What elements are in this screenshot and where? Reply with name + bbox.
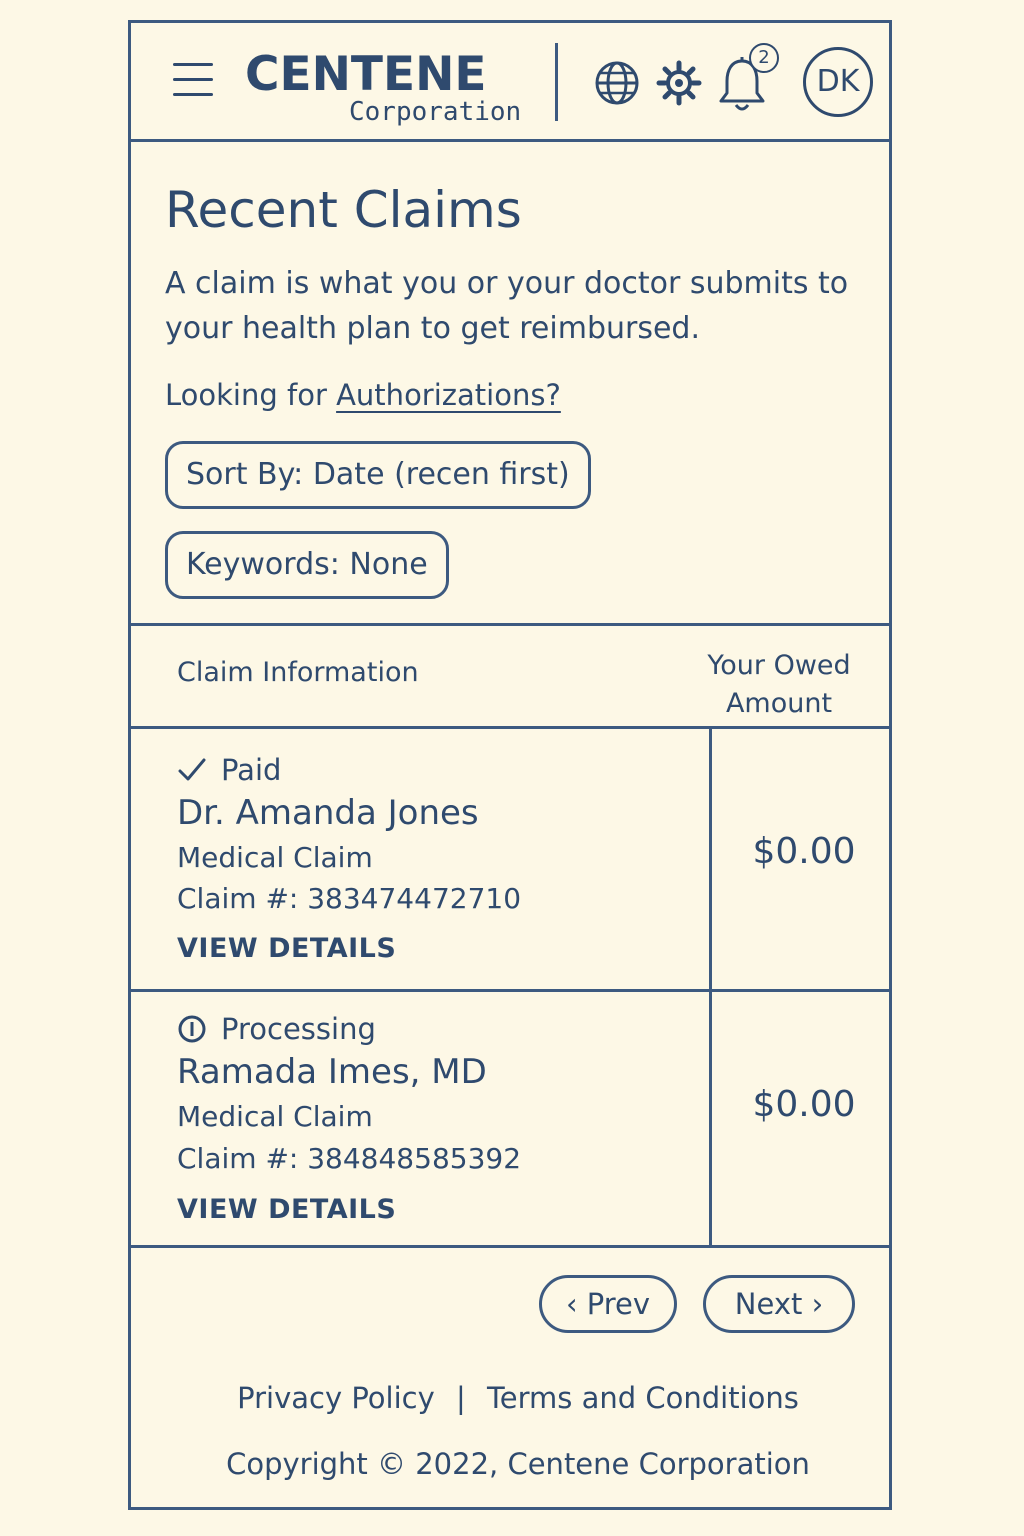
copyright-text: Copyright © 2022, Centene Corporation: [226, 1447, 810, 1481]
info-icon: [177, 1014, 207, 1044]
check-icon: [177, 757, 207, 783]
claim-status: [177, 1012, 376, 1046]
claim-number: Claim #: 384848585392: [177, 1142, 522, 1175]
header-divider: [555, 43, 558, 121]
globe-icon[interactable]: [593, 59, 641, 107]
footer-separator: |: [455, 1381, 466, 1415]
app-frame: [128, 20, 892, 1510]
authorizations-link[interactable]: Authorizations?: [336, 378, 561, 412]
gear-icon[interactable]: [655, 59, 703, 107]
looking-for-text: [165, 375, 561, 415]
table-bottom-border: [131, 1245, 889, 1248]
owed-amount: $0.00: [752, 831, 856, 872]
view-details-link[interactable]: VIEW DETAILS: [177, 933, 397, 964]
column-header-owed-amount: [679, 647, 879, 723]
prev-label: Prev: [586, 1287, 651, 1321]
footer-links: [131, 1381, 889, 1415]
column-header-claim-info: Claim Information: [177, 657, 419, 688]
page-title: Recent Claims: [165, 181, 522, 239]
column-header-owed-line1: Your Owed: [707, 650, 851, 681]
table-top-border: [131, 623, 889, 626]
next-label: Next: [734, 1287, 803, 1321]
chevron-left-icon: ‹: [565, 1287, 587, 1321]
column-divider: [709, 729, 712, 991]
page-description: A claim is what you or your doctor submits to your health plan to get reimbursed.: [165, 266, 849, 346]
table-header-border: [131, 726, 889, 729]
next-page-button[interactable]: [703, 1275, 855, 1333]
avatar[interactable]: DK: [803, 47, 873, 117]
claim-type: Medical Claim: [177, 1100, 373, 1133]
view-details-link[interactable]: VIEW DETAILS: [177, 1194, 397, 1225]
prev-page-button[interactable]: [539, 1275, 677, 1333]
column-divider: [709, 992, 712, 1247]
provider-name: Ramada Imes, MD: [177, 1052, 487, 1092]
claim-status-label: Paid: [221, 753, 282, 787]
terms-link[interactable]: Terms and Conditions: [486, 1381, 799, 1415]
claim-number: Claim #: 383474472710: [177, 882, 522, 915]
top-header: [131, 23, 889, 142]
sort-select[interactable]: Sort By: Date (recen first): [165, 441, 591, 509]
column-header-owed-line2: Amount: [725, 688, 833, 719]
row-divider: [131, 989, 889, 992]
claim-type: Medical Claim: [177, 841, 373, 874]
chevron-right-icon: ›: [802, 1287, 824, 1321]
owed-amount: $0.00: [752, 1084, 856, 1125]
keywords-filter[interactable]: Keywords: None: [165, 531, 449, 599]
brand-logo: CENTENE: [245, 47, 487, 102]
notification-badge: 2: [749, 43, 779, 73]
provider-name: Dr. Amanda Jones: [177, 793, 479, 833]
menu-icon[interactable]: [173, 63, 213, 99]
claim-status: [177, 753, 281, 787]
claim-status-label: Processing: [221, 1012, 376, 1046]
looking-for-prefix: Looking for: [165, 378, 327, 412]
brand-subtitle: Corporation: [349, 97, 522, 127]
privacy-policy-link[interactable]: Privacy Policy: [237, 1381, 435, 1415]
